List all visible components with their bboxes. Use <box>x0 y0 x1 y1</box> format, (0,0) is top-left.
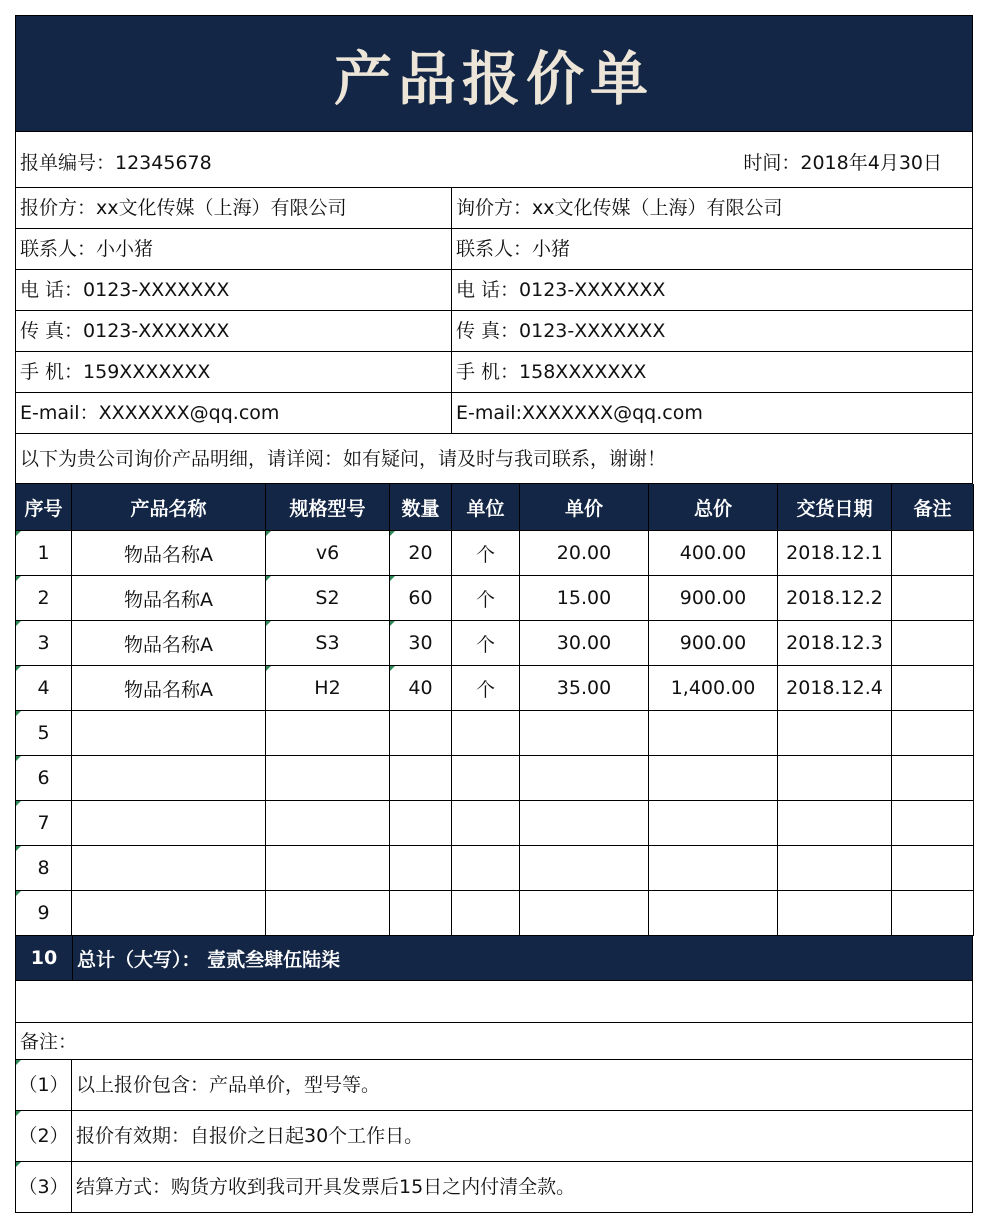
quote-number: 报单编号：12345678 <box>20 152 212 174</box>
table-cell <box>520 801 649 846</box>
table-cell: 30 <box>390 621 452 666</box>
note-text: 以上报价包含：产品单价，型号等。 <box>76 1074 381 1096</box>
total-text: 总计（大写）： 壹贰叁肆伍陆柒 <box>77 948 341 971</box>
notes-header: 备注： <box>15 1023 973 1060</box>
note-row <box>15 1111 973 1162</box>
table-cell <box>520 891 649 936</box>
table-cell: 60 <box>390 576 452 621</box>
quoter-field: 报价方：xx文化传媒（上海）有限公司 <box>16 188 452 228</box>
inquirer-field: 联系人：小猪 <box>456 238 571 260</box>
table-cell <box>72 801 266 846</box>
table-row <box>16 846 974 891</box>
table-cell: 30.00 <box>520 621 649 666</box>
table-cell: 7 <box>16 801 72 846</box>
inquirer-field: 手 机：158XXXXXXX <box>456 361 647 383</box>
column-header: 产品名称 <box>72 484 266 531</box>
inquirer-field: 传 真：0123-XXXXXXX <box>456 320 666 342</box>
table-cell: 个 <box>452 666 520 711</box>
table-cell <box>649 711 778 756</box>
table-cell: 35.00 <box>520 666 649 711</box>
note-text: 结算方式：购货方收到我司开具发票后15日之内付清全款。 <box>76 1176 576 1198</box>
table-cell <box>649 801 778 846</box>
column-header: 总价 <box>649 484 778 531</box>
inquirer-field: 询价方：xx文化传媒（上海）有限公司 <box>456 197 783 219</box>
quoter-field: 电 话：0123-XXXXXXX <box>16 270 452 310</box>
table-row <box>16 756 974 801</box>
party-row <box>15 229 973 270</box>
table-cell <box>892 621 974 666</box>
table-row <box>16 531 974 576</box>
table-cell <box>520 756 649 801</box>
note-number: （2） <box>16 1111 72 1161</box>
table-cell: 5 <box>16 711 72 756</box>
quoter-field: E-mail：XXXXXXX@qq.com <box>16 393 452 433</box>
note-row <box>15 1162 973 1213</box>
table-cell: S2 <box>266 576 390 621</box>
column-header: 序号 <box>16 484 72 531</box>
table-cell: 2018.12.1 <box>778 531 892 576</box>
table-cell <box>892 756 974 801</box>
table-cell <box>452 846 520 891</box>
column-header: 规格型号 <box>266 484 390 531</box>
table-cell <box>778 801 892 846</box>
party-row <box>15 393 973 434</box>
table-cell <box>778 891 892 936</box>
quote-date: 时间：2018年4月30日 <box>743 152 942 174</box>
table-cell <box>390 756 452 801</box>
table-cell: S3 <box>266 621 390 666</box>
page-title: 产品报价单 <box>333 44 654 113</box>
table-cell: 3 <box>16 621 72 666</box>
table-row <box>16 666 974 711</box>
table-cell <box>892 891 974 936</box>
table-cell <box>72 891 266 936</box>
table-cell: H2 <box>266 666 390 711</box>
notes-section <box>15 1060 973 1213</box>
table-cell: 20 <box>390 531 452 576</box>
blank-row <box>15 981 973 1023</box>
table-row <box>16 621 974 666</box>
column-header: 交货日期 <box>778 484 892 531</box>
table-cell <box>72 711 266 756</box>
column-header: 备注 <box>892 484 974 531</box>
party-row <box>15 270 973 311</box>
table-cell: 400.00 <box>649 531 778 576</box>
quoter-field: 手 机：159XXXXXXX <box>16 352 452 392</box>
note-text: 报价有效期：自报价之日起30个工作日。 <box>76 1125 424 1147</box>
table-cell: 20.00 <box>520 531 649 576</box>
table-header-row <box>16 484 974 531</box>
table-cell <box>452 801 520 846</box>
table-cell: 1 <box>16 531 72 576</box>
total-number: 10 <box>16 936 73 980</box>
table-cell <box>520 846 649 891</box>
table-cell <box>778 756 892 801</box>
table-cell <box>778 711 892 756</box>
table-cell: 物品名称A <box>72 621 266 666</box>
table-cell <box>72 756 266 801</box>
table-cell <box>452 891 520 936</box>
total-row <box>15 936 973 981</box>
note-row <box>15 1060 973 1111</box>
table-cell: 2018.12.3 <box>778 621 892 666</box>
party-row <box>15 188 973 229</box>
table-cell <box>266 846 390 891</box>
table-cell <box>266 801 390 846</box>
table-cell: 1,400.00 <box>649 666 778 711</box>
table-cell <box>778 846 892 891</box>
table-cell <box>452 756 520 801</box>
table-cell: 物品名称A <box>72 576 266 621</box>
table-cell <box>892 531 974 576</box>
table-cell: 个 <box>452 576 520 621</box>
table-cell: 物品名称A <box>72 666 266 711</box>
table-cell: 2018.12.4 <box>778 666 892 711</box>
table-cell <box>452 711 520 756</box>
note-number: （1） <box>16 1060 72 1110</box>
table-cell <box>72 846 266 891</box>
table-cell: 900.00 <box>649 621 778 666</box>
table-cell <box>649 756 778 801</box>
table-cell <box>892 801 974 846</box>
table-cell: v6 <box>266 531 390 576</box>
table-cell <box>266 891 390 936</box>
table-cell: 40 <box>390 666 452 711</box>
table-cell: 15.00 <box>520 576 649 621</box>
table-cell: 900.00 <box>649 576 778 621</box>
product-table <box>15 484 974 936</box>
column-header: 数量 <box>390 484 452 531</box>
party-row <box>15 311 973 352</box>
table-cell: 物品名称A <box>72 531 266 576</box>
quoter-field: 传 真：0123-XXXXXXX <box>16 311 452 351</box>
quoter-field: 联系人：小小猪 <box>16 229 452 269</box>
table-row <box>16 801 974 846</box>
table-cell <box>390 891 452 936</box>
parties-section <box>15 188 973 434</box>
inquirer-field: E-mail:XXXXXXX@qq.com <box>456 402 703 424</box>
note-number: （3） <box>16 1162 72 1212</box>
table-cell <box>649 846 778 891</box>
table-cell <box>892 576 974 621</box>
table-cell: 6 <box>16 756 72 801</box>
table-row <box>16 576 974 621</box>
column-header: 单价 <box>520 484 649 531</box>
quote-sheet <box>15 15 973 1213</box>
table-row <box>16 711 974 756</box>
table-cell: 个 <box>452 531 520 576</box>
table-row <box>16 891 974 936</box>
inquirer-field: 电 话：0123-XXXXXXX <box>456 279 666 301</box>
table-cell <box>390 801 452 846</box>
table-cell: 2018.12.2 <box>778 576 892 621</box>
column-header: 单位 <box>452 484 520 531</box>
title-banner <box>15 15 973 132</box>
table-body <box>16 531 974 936</box>
table-cell: 4 <box>16 666 72 711</box>
table-cell: 2 <box>16 576 72 621</box>
party-row <box>15 352 973 393</box>
quote-info-row <box>15 132 973 188</box>
table-cell <box>892 846 974 891</box>
table-cell <box>892 666 974 711</box>
table-cell: 个 <box>452 621 520 666</box>
intro-text: 以下为贵公司询价产品明细，请详阅：如有疑问，请及时与我司联系，谢谢！ <box>15 434 973 484</box>
table-cell <box>649 891 778 936</box>
table-cell <box>892 711 974 756</box>
table-cell <box>266 711 390 756</box>
table-cell <box>520 711 649 756</box>
table-cell <box>266 756 390 801</box>
table-cell: 8 <box>16 846 72 891</box>
table-cell <box>390 711 452 756</box>
table-cell <box>390 846 452 891</box>
table-cell: 9 <box>16 891 72 936</box>
